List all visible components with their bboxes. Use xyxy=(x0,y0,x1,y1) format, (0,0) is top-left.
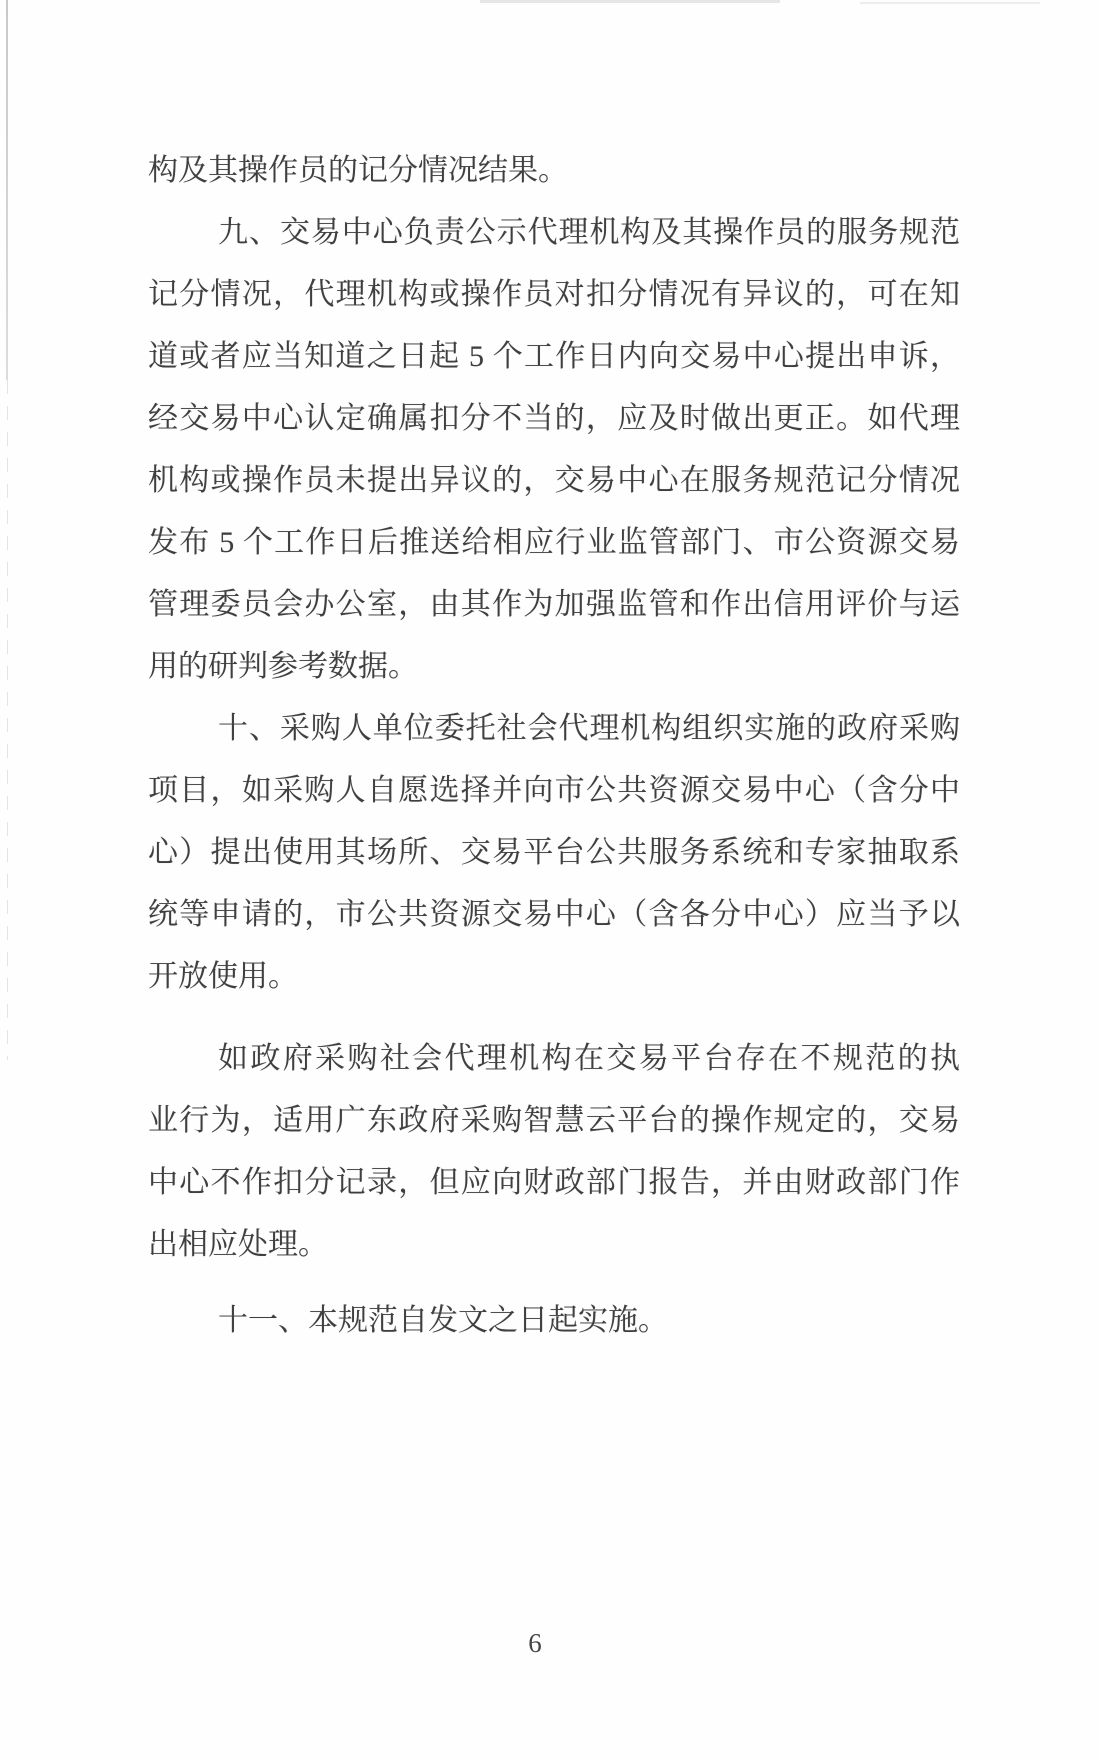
text-line: 记分情况，代理机构或操作员对扣分情况有异议的，可在知 xyxy=(148,278,960,311)
paragraph-continuation xyxy=(148,140,960,202)
text-line: 心）提出使用其场所、交易平台公共服务系统和专家抽取系 xyxy=(148,836,960,869)
paragraph-unnumbered xyxy=(148,1028,960,1276)
scan-edge-artifact-bottom xyxy=(7,380,8,1060)
text-line: 业行为，适用广东政府采购智慧云平台的操作规定的，交易 xyxy=(148,1104,960,1137)
page-number: 6 xyxy=(528,1628,542,1658)
document-body xyxy=(148,140,960,1352)
text-line: 道或者应当知道之日起 5 个工作日内向交易中心提出申诉， xyxy=(148,340,960,373)
paragraph-item-10 xyxy=(148,698,960,1008)
scan-top-smudge xyxy=(480,0,780,3)
text-line: 九、交易中心负责公示代理机构及其操作员的服务规范 xyxy=(218,216,960,249)
text-line: 经交易中心认定确属扣分不当的，应及时做出更正。如代理 xyxy=(148,402,960,435)
text-line: 如政府采购社会代理机构在交易平台存在不规范的执 xyxy=(218,1042,960,1075)
text-line: 构及其操作员的记分情况结果。 xyxy=(148,154,568,187)
text-line: 开放使用。 xyxy=(148,960,298,993)
text-line: 统等申请的，市公共资源交易中心（含各分中心）应当予以 xyxy=(148,898,960,931)
scan-edge-artifact-top xyxy=(6,0,8,380)
text-line: 出相应处理。 xyxy=(148,1228,328,1261)
text-line: 项目，如采购人自愿选择并向市公共资源交易中心（含分中 xyxy=(148,774,960,807)
text-line: 管理委员会办公室，由其作为加强监管和作出信用评价与运 xyxy=(148,588,960,621)
text-line: 十一、本规范自发文之日起实施。 xyxy=(218,1304,668,1337)
text-line: 机构或操作员未提出异议的，交易中心在服务规范记分情况 xyxy=(148,464,960,497)
paragraph-item-11 xyxy=(148,1290,960,1352)
text-line: 用的研判参考数据。 xyxy=(148,650,418,683)
paragraph-item-9 xyxy=(148,202,960,698)
text-line: 中心不作扣分记录，但应向财政部门报告，并由财政部门作 xyxy=(148,1166,960,1199)
text-line: 十、采购人单位委托社会代理机构组织实施的政府采购 xyxy=(218,712,960,745)
scan-top-smudge-2 xyxy=(860,2,1040,4)
text-line: 发布 5 个工作日后推送给相应行业监管部门、市公资源交易 xyxy=(148,526,960,559)
